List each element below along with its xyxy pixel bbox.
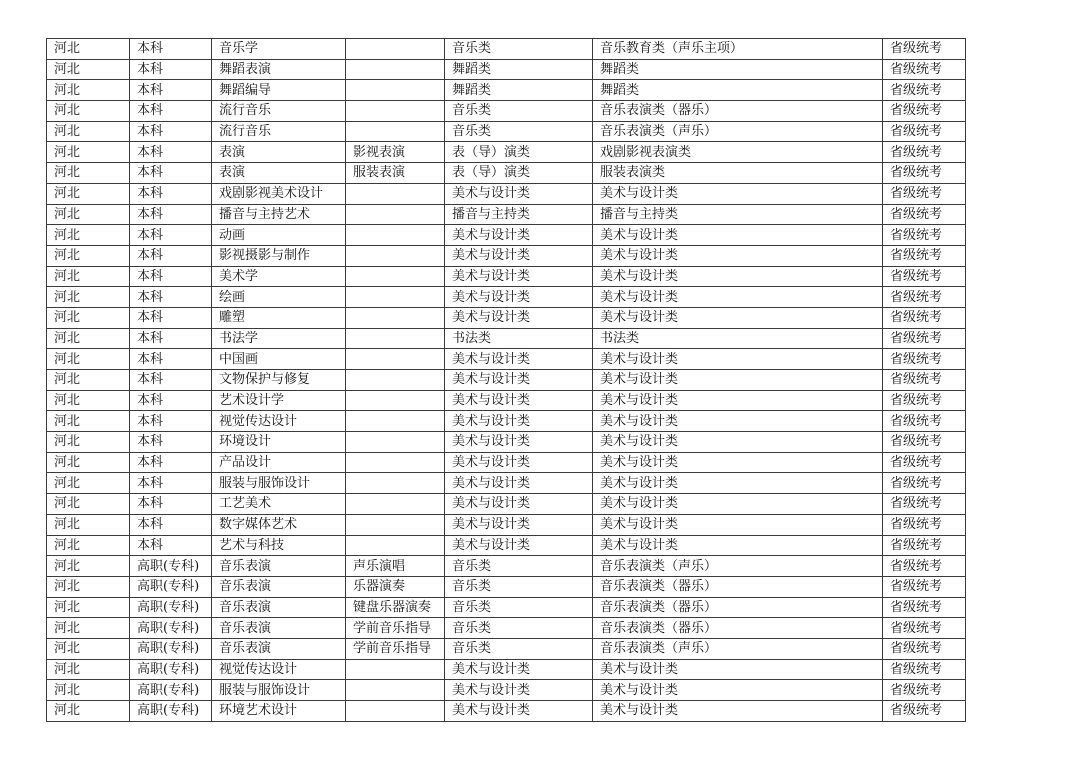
exam-category-cell: 美术与设计类 xyxy=(593,370,883,391)
table-row xyxy=(47,287,966,308)
direction-cell: 声乐演唱 xyxy=(346,556,445,577)
exam-type-cell: 省级统考 xyxy=(883,287,966,308)
table-row xyxy=(47,121,966,142)
exam-category-cell: 美术与设计类 xyxy=(593,266,883,287)
province-cell: 河北 xyxy=(47,225,130,246)
table-row xyxy=(47,307,966,328)
direction-cell xyxy=(346,349,445,370)
table-row xyxy=(47,59,966,80)
direction-cell: 键盘乐器演奏 xyxy=(346,597,445,618)
province-cell: 河北 xyxy=(47,659,130,680)
category-cell: 美术与设计类 xyxy=(445,390,593,411)
category-cell: 音乐类 xyxy=(445,101,593,122)
category-cell: 美术与设计类 xyxy=(445,452,593,473)
table-row xyxy=(47,514,966,535)
level-cell: 本科 xyxy=(130,287,212,308)
level-cell: 本科 xyxy=(130,266,212,287)
exam-category-cell: 音乐教育类（声乐主项） xyxy=(593,39,883,60)
exam-category-cell: 美术与设计类 xyxy=(593,473,883,494)
province-cell: 河北 xyxy=(47,432,130,453)
exam-type-cell: 省级统考 xyxy=(883,39,966,60)
table-row xyxy=(47,390,966,411)
level-cell: 高职(专科) xyxy=(130,556,212,577)
category-cell: 音乐类 xyxy=(445,121,593,142)
province-cell: 河北 xyxy=(47,266,130,287)
province-cell: 河北 xyxy=(47,411,130,432)
exam-type-cell: 省级统考 xyxy=(883,307,966,328)
exam-type-cell: 省级统考 xyxy=(883,80,966,101)
level-cell: 本科 xyxy=(130,121,212,142)
level-cell: 本科 xyxy=(130,245,212,266)
province-cell: 河北 xyxy=(47,597,130,618)
major-cell: 环境艺术设计 xyxy=(212,701,346,722)
exam-category-cell: 美术与设计类 xyxy=(593,659,883,680)
table-row xyxy=(47,576,966,597)
level-cell: 本科 xyxy=(130,204,212,225)
direction-cell xyxy=(346,701,445,722)
province-cell: 河北 xyxy=(47,452,130,473)
category-cell: 音乐类 xyxy=(445,39,593,60)
major-cell: 艺术设计学 xyxy=(212,390,346,411)
major-cell: 舞蹈编导 xyxy=(212,80,346,101)
level-cell: 本科 xyxy=(130,328,212,349)
major-cell: 音乐表演 xyxy=(212,576,346,597)
province-cell: 河北 xyxy=(47,101,130,122)
exam-category-cell: 书法类 xyxy=(593,328,883,349)
category-cell: 美术与设计类 xyxy=(445,411,593,432)
category-cell: 音乐类 xyxy=(445,638,593,659)
exam-type-cell: 省级统考 xyxy=(883,680,966,701)
category-cell: 美术与设计类 xyxy=(445,701,593,722)
table-row xyxy=(47,556,966,577)
exam-category-cell: 戏剧影视表演类 xyxy=(593,142,883,163)
exam-type-cell: 省级统考 xyxy=(883,121,966,142)
table-row xyxy=(47,370,966,391)
major-cell: 戏剧影视美术设计 xyxy=(212,183,346,204)
province-cell: 河北 xyxy=(47,307,130,328)
exam-type-cell: 省级统考 xyxy=(883,411,966,432)
exam-category-cell: 音乐表演类（器乐） xyxy=(593,597,883,618)
category-cell: 美术与设计类 xyxy=(445,266,593,287)
exam-type-cell: 省级统考 xyxy=(883,163,966,184)
level-cell: 本科 xyxy=(130,494,212,515)
level-cell: 本科 xyxy=(130,225,212,246)
table-row xyxy=(47,349,966,370)
major-cell: 服装与服饰设计 xyxy=(212,680,346,701)
exam-category-cell: 美术与设计类 xyxy=(593,245,883,266)
level-cell: 本科 xyxy=(130,390,212,411)
table-row xyxy=(47,183,966,204)
exam-type-cell: 省级统考 xyxy=(883,535,966,556)
table-row xyxy=(47,204,966,225)
exam-type-cell: 省级统考 xyxy=(883,390,966,411)
category-cell: 美术与设计类 xyxy=(445,349,593,370)
major-cell: 表演 xyxy=(212,163,346,184)
level-cell: 本科 xyxy=(130,370,212,391)
level-cell: 本科 xyxy=(130,163,212,184)
province-cell: 河北 xyxy=(47,183,130,204)
province-cell: 河北 xyxy=(47,287,130,308)
exam-type-cell: 省级统考 xyxy=(883,101,966,122)
level-cell: 本科 xyxy=(130,307,212,328)
direction-cell: 学前音乐指导 xyxy=(346,618,445,639)
province-cell: 河北 xyxy=(47,80,130,101)
category-cell: 播音与主持类 xyxy=(445,204,593,225)
exam-type-cell: 省级统考 xyxy=(883,597,966,618)
level-cell: 高职(专科) xyxy=(130,576,212,597)
major-cell: 音乐学 xyxy=(212,39,346,60)
level-cell: 本科 xyxy=(130,142,212,163)
direction-cell xyxy=(346,307,445,328)
province-cell: 河北 xyxy=(47,701,130,722)
category-cell: 美术与设计类 xyxy=(445,514,593,535)
province-cell: 河北 xyxy=(47,59,130,80)
exam-category-cell: 美术与设计类 xyxy=(593,287,883,308)
exam-type-cell: 省级统考 xyxy=(883,370,966,391)
direction-cell xyxy=(346,121,445,142)
level-cell: 高职(专科) xyxy=(130,680,212,701)
category-cell: 舞蹈类 xyxy=(445,59,593,80)
exam-category-cell: 音乐表演类（声乐） xyxy=(593,638,883,659)
exam-category-cell: 美术与设计类 xyxy=(593,349,883,370)
province-cell: 河北 xyxy=(47,473,130,494)
major-cell: 美术学 xyxy=(212,266,346,287)
exam-category-cell: 美术与设计类 xyxy=(593,307,883,328)
exam-category-cell: 美术与设计类 xyxy=(593,494,883,515)
major-cell: 艺术与科技 xyxy=(212,535,346,556)
major-cell: 动画 xyxy=(212,225,346,246)
exam-type-cell: 省级统考 xyxy=(883,225,966,246)
direction-cell: 学前音乐指导 xyxy=(346,638,445,659)
province-cell: 河北 xyxy=(47,494,130,515)
table-row xyxy=(47,659,966,680)
table-row xyxy=(47,638,966,659)
province-cell: 河北 xyxy=(47,370,130,391)
category-cell: 美术与设计类 xyxy=(445,473,593,494)
category-cell: 美术与设计类 xyxy=(445,680,593,701)
major-cell: 绘画 xyxy=(212,287,346,308)
exam-type-cell: 省级统考 xyxy=(883,266,966,287)
level-cell: 高职(专科) xyxy=(130,618,212,639)
category-cell: 美术与设计类 xyxy=(445,307,593,328)
table-row xyxy=(47,39,966,60)
table-body xyxy=(47,39,966,722)
category-cell: 美术与设计类 xyxy=(445,494,593,515)
table-row xyxy=(47,142,966,163)
table-row xyxy=(47,494,966,515)
exam-type-cell: 省级统考 xyxy=(883,576,966,597)
direction-cell xyxy=(346,328,445,349)
major-cell: 书法学 xyxy=(212,328,346,349)
major-cell: 播音与主持艺术 xyxy=(212,204,346,225)
exam-category-cell: 美术与设计类 xyxy=(593,701,883,722)
level-cell: 本科 xyxy=(130,411,212,432)
category-cell: 音乐类 xyxy=(445,597,593,618)
direction-cell xyxy=(346,473,445,494)
exam-category-cell: 美术与设计类 xyxy=(593,225,883,246)
province-cell: 河北 xyxy=(47,142,130,163)
category-cell: 美术与设计类 xyxy=(445,225,593,246)
table-row xyxy=(47,411,966,432)
province-cell: 河北 xyxy=(47,680,130,701)
exam-type-cell: 省级统考 xyxy=(883,494,966,515)
category-cell: 美术与设计类 xyxy=(445,370,593,391)
province-cell: 河北 xyxy=(47,39,130,60)
major-cell: 音乐表演 xyxy=(212,597,346,618)
major-cell: 流行音乐 xyxy=(212,101,346,122)
major-cell: 流行音乐 xyxy=(212,121,346,142)
exam-type-cell: 省级统考 xyxy=(883,142,966,163)
direction-cell xyxy=(346,245,445,266)
exam-type-cell: 省级统考 xyxy=(883,514,966,535)
province-cell: 河北 xyxy=(47,514,130,535)
major-cell: 服装与服饰设计 xyxy=(212,473,346,494)
exam-category-cell: 服装表演类 xyxy=(593,163,883,184)
direction-cell xyxy=(346,266,445,287)
category-cell: 表（导）演类 xyxy=(445,163,593,184)
direction-cell xyxy=(346,494,445,515)
major-cell: 文物保护与修复 xyxy=(212,370,346,391)
level-cell: 本科 xyxy=(130,432,212,453)
level-cell: 高职(专科) xyxy=(130,659,212,680)
major-cell: 音乐表演 xyxy=(212,556,346,577)
province-cell: 河北 xyxy=(47,328,130,349)
category-cell: 美术与设计类 xyxy=(445,432,593,453)
table-row xyxy=(47,266,966,287)
table-row xyxy=(47,680,966,701)
province-cell: 河北 xyxy=(47,638,130,659)
table-row xyxy=(47,101,966,122)
table-row xyxy=(47,225,966,246)
direction-cell xyxy=(346,225,445,246)
province-cell: 河北 xyxy=(47,121,130,142)
exam-type-cell: 省级统考 xyxy=(883,618,966,639)
category-cell: 美术与设计类 xyxy=(445,659,593,680)
exam-type-cell: 省级统考 xyxy=(883,452,966,473)
direction-cell xyxy=(346,535,445,556)
exam-type-cell: 省级统考 xyxy=(883,659,966,680)
table-row xyxy=(47,80,966,101)
table-row xyxy=(47,245,966,266)
table-row xyxy=(47,452,966,473)
exam-type-cell: 省级统考 xyxy=(883,701,966,722)
major-cell: 环境设计 xyxy=(212,432,346,453)
province-cell: 河北 xyxy=(47,390,130,411)
exam-type-cell: 省级统考 xyxy=(883,349,966,370)
category-cell: 美术与设计类 xyxy=(445,245,593,266)
major-cell: 雕塑 xyxy=(212,307,346,328)
exam-category-cell: 音乐表演类（器乐） xyxy=(593,101,883,122)
level-cell: 高职(专科) xyxy=(130,701,212,722)
exam-type-cell: 省级统考 xyxy=(883,638,966,659)
exam-category-cell: 美术与设计类 xyxy=(593,514,883,535)
direction-cell xyxy=(346,432,445,453)
level-cell: 本科 xyxy=(130,59,212,80)
category-cell: 美术与设计类 xyxy=(445,287,593,308)
category-cell: 音乐类 xyxy=(445,618,593,639)
category-cell: 表（导）演类 xyxy=(445,142,593,163)
major-cell: 产品设计 xyxy=(212,452,346,473)
exam-category-cell: 美术与设计类 xyxy=(593,411,883,432)
exam-category-cell: 美术与设计类 xyxy=(593,535,883,556)
category-cell: 舞蹈类 xyxy=(445,80,593,101)
level-cell: 高职(专科) xyxy=(130,638,212,659)
province-cell: 河北 xyxy=(47,163,130,184)
level-cell: 高职(专科) xyxy=(130,597,212,618)
table-row xyxy=(47,535,966,556)
direction-cell xyxy=(346,204,445,225)
level-cell: 本科 xyxy=(130,101,212,122)
level-cell: 本科 xyxy=(130,183,212,204)
major-cell: 影视摄影与制作 xyxy=(212,245,346,266)
province-cell: 河北 xyxy=(47,576,130,597)
exam-type-cell: 省级统考 xyxy=(883,204,966,225)
exam-type-cell: 省级统考 xyxy=(883,328,966,349)
exam-type-cell: 省级统考 xyxy=(883,432,966,453)
category-cell: 音乐类 xyxy=(445,556,593,577)
exam-category-cell: 播音与主持类 xyxy=(593,204,883,225)
table-row xyxy=(47,618,966,639)
major-cell: 视觉传达设计 xyxy=(212,659,346,680)
major-cell: 表演 xyxy=(212,142,346,163)
major-cell: 音乐表演 xyxy=(212,638,346,659)
major-cell: 舞蹈表演 xyxy=(212,59,346,80)
exam-category-cell: 音乐表演类（器乐） xyxy=(593,576,883,597)
major-cell: 音乐表演 xyxy=(212,618,346,639)
category-cell: 美术与设计类 xyxy=(445,183,593,204)
level-cell: 本科 xyxy=(130,514,212,535)
table-row xyxy=(47,432,966,453)
direction-cell xyxy=(346,183,445,204)
level-cell: 本科 xyxy=(130,39,212,60)
exam-category-cell: 美术与设计类 xyxy=(593,432,883,453)
category-cell: 美术与设计类 xyxy=(445,535,593,556)
province-cell: 河北 xyxy=(47,618,130,639)
province-cell: 河北 xyxy=(47,535,130,556)
table-row xyxy=(47,597,966,618)
direction-cell xyxy=(346,287,445,308)
category-cell: 书法类 xyxy=(445,328,593,349)
table-row xyxy=(47,701,966,722)
exam-category-cell: 音乐表演类（声乐） xyxy=(593,121,883,142)
level-cell: 本科 xyxy=(130,473,212,494)
exam-type-cell: 省级统考 xyxy=(883,245,966,266)
exam-category-cell: 音乐表演类（器乐） xyxy=(593,618,883,639)
direction-cell xyxy=(346,39,445,60)
direction-cell xyxy=(346,80,445,101)
level-cell: 本科 xyxy=(130,80,212,101)
province-cell: 河北 xyxy=(47,204,130,225)
exam-type-cell: 省级统考 xyxy=(883,556,966,577)
exam-category-cell: 美术与设计类 xyxy=(593,452,883,473)
exam-type-cell: 省级统考 xyxy=(883,59,966,80)
direction-cell xyxy=(346,411,445,432)
direction-cell: 服装表演 xyxy=(346,163,445,184)
exam-category-cell: 音乐表演类（声乐） xyxy=(593,556,883,577)
direction-cell xyxy=(346,390,445,411)
major-cell: 工艺美术 xyxy=(212,494,346,515)
major-cell: 视觉传达设计 xyxy=(212,411,346,432)
direction-cell xyxy=(346,514,445,535)
direction-cell xyxy=(346,101,445,122)
table-row xyxy=(47,328,966,349)
table-row xyxy=(47,163,966,184)
direction-cell xyxy=(346,452,445,473)
direction-cell xyxy=(346,659,445,680)
direction-cell xyxy=(346,59,445,80)
province-cell: 河北 xyxy=(47,349,130,370)
direction-cell: 乐器演奏 xyxy=(346,576,445,597)
major-cell: 中国画 xyxy=(212,349,346,370)
exam-category-cell: 美术与设计类 xyxy=(593,680,883,701)
level-cell: 本科 xyxy=(130,535,212,556)
exam-category-cell: 舞蹈类 xyxy=(593,59,883,80)
exam-category-cell: 舞蹈类 xyxy=(593,80,883,101)
province-cell: 河北 xyxy=(47,245,130,266)
category-cell: 音乐类 xyxy=(445,576,593,597)
level-cell: 本科 xyxy=(130,349,212,370)
level-cell: 本科 xyxy=(130,452,212,473)
exam-type-cell: 省级统考 xyxy=(883,183,966,204)
direction-cell xyxy=(346,370,445,391)
admissions-table xyxy=(46,38,966,722)
exam-type-cell: 省级统考 xyxy=(883,473,966,494)
major-cell: 数字媒体艺术 xyxy=(212,514,346,535)
exam-category-cell: 美术与设计类 xyxy=(593,390,883,411)
exam-category-cell: 美术与设计类 xyxy=(593,183,883,204)
direction-cell: 影视表演 xyxy=(346,142,445,163)
direction-cell xyxy=(346,680,445,701)
table-row xyxy=(47,473,966,494)
province-cell: 河北 xyxy=(47,556,130,577)
